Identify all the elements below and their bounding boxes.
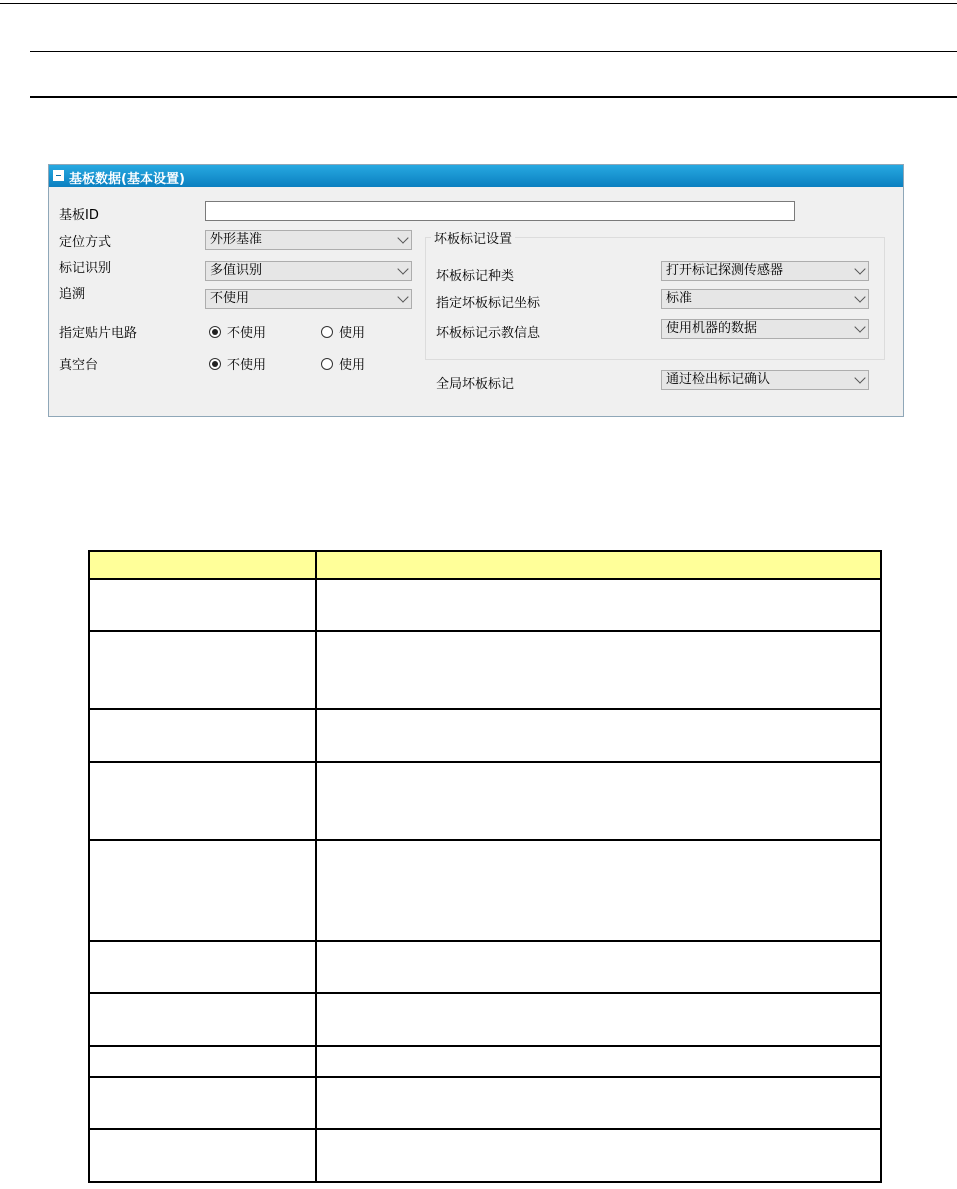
chevron-down-icon bbox=[854, 372, 865, 383]
board-data-panel bbox=[48, 164, 904, 417]
board-id-label: 基板ID bbox=[59, 208, 99, 223]
table-header-row bbox=[89, 551, 881, 579]
mark-recognition-value: 多值识别 bbox=[210, 263, 263, 278]
table-row bbox=[89, 840, 881, 941]
positioning-value: 外形基准 bbox=[210, 232, 263, 247]
table-cell bbox=[316, 579, 881, 631]
chevron-down-icon bbox=[854, 263, 865, 274]
header-rule bbox=[30, 51, 957, 52]
table-cell bbox=[89, 709, 316, 762]
table-cell bbox=[316, 1077, 881, 1129]
bad-mark-teach-value: 使用机器的数据 bbox=[666, 321, 758, 336]
radio-selected-icon bbox=[209, 326, 221, 338]
vacuum-table-unused-radio[interactable] bbox=[209, 354, 266, 373]
trace-value: 不使用 bbox=[210, 291, 250, 306]
placement-circuit-used-radio[interactable] bbox=[321, 322, 365, 341]
table-row bbox=[89, 1129, 881, 1182]
positioning-label: 定位方式 bbox=[59, 235, 112, 250]
trace-select[interactable] bbox=[205, 289, 412, 309]
table-header-cell bbox=[89, 551, 316, 579]
radio-unselected-icon bbox=[321, 358, 333, 370]
table-row bbox=[89, 1077, 881, 1129]
table-cell bbox=[316, 631, 881, 709]
vacuum-table-label: 真空台 bbox=[59, 358, 99, 373]
top-rule bbox=[0, 3, 957, 4]
table-cell bbox=[89, 631, 316, 709]
table-cell bbox=[316, 709, 881, 762]
table-cell bbox=[89, 993, 316, 1046]
table-cell bbox=[89, 762, 316, 840]
board-id-input[interactable] bbox=[205, 201, 795, 221]
table-header-cell bbox=[316, 551, 881, 579]
radio-label: 使用 bbox=[339, 358, 366, 373]
table-cell bbox=[89, 1046, 316, 1077]
panel-title: 基板数据(基本设置) bbox=[69, 172, 185, 187]
table-row bbox=[89, 941, 881, 993]
bad-mark-type-select[interactable] bbox=[661, 261, 869, 281]
bad-mark-group-title: 坏板标记设置 bbox=[431, 228, 515, 247]
table-row bbox=[89, 1046, 881, 1077]
placement-circuit-label: 指定贴片电路 bbox=[59, 326, 138, 341]
table-cell bbox=[316, 941, 881, 993]
radio-label: 不使用 bbox=[227, 358, 267, 373]
collapse-icon[interactable] bbox=[53, 170, 64, 181]
description-table bbox=[88, 550, 882, 1183]
radio-unselected-icon bbox=[321, 326, 333, 338]
radio-selected-icon bbox=[209, 358, 221, 370]
bad-mark-coord-label: 指定坏板标记坐标 bbox=[436, 296, 541, 311]
bad-mark-teach-label: 坏板标记示教信息 bbox=[436, 326, 541, 341]
mark-recognition-label: 标记识别 bbox=[59, 261, 112, 276]
chevron-down-icon bbox=[397, 263, 408, 274]
vacuum-table-used-radio[interactable] bbox=[321, 354, 365, 373]
placement-circuit-unused-radio[interactable] bbox=[209, 322, 266, 341]
bad-mark-coord-value: 标准 bbox=[666, 291, 693, 306]
table-row bbox=[89, 709, 881, 762]
table-cell bbox=[316, 993, 881, 1046]
header-rule-bold bbox=[30, 96, 957, 98]
table-row bbox=[89, 762, 881, 840]
radio-label: 使用 bbox=[339, 326, 366, 341]
panel-header bbox=[49, 165, 903, 187]
table-cell bbox=[89, 579, 316, 631]
global-bad-mark-value: 通过检出标记确认 bbox=[666, 372, 771, 387]
table-cell bbox=[89, 840, 316, 941]
table-cell bbox=[89, 941, 316, 993]
table-cell bbox=[89, 1077, 316, 1129]
chevron-down-icon bbox=[397, 232, 408, 243]
chevron-down-icon bbox=[854, 321, 865, 332]
table-cell bbox=[316, 762, 881, 840]
table-cell bbox=[316, 1046, 881, 1077]
table-body bbox=[89, 579, 881, 1182]
global-bad-mark-label: 全局坏板标记 bbox=[436, 377, 515, 392]
table-row bbox=[89, 631, 881, 709]
table-cell bbox=[89, 1129, 316, 1182]
chevron-down-icon bbox=[397, 291, 408, 302]
bad-mark-type-value: 打开标记探测传感器 bbox=[666, 263, 784, 278]
table-cell bbox=[316, 840, 881, 941]
radio-label: 不使用 bbox=[227, 326, 267, 341]
bad-mark-type-label: 坏板标记种类 bbox=[436, 269, 515, 284]
trace-label: 追溯 bbox=[59, 287, 86, 302]
table-cell bbox=[316, 1129, 881, 1182]
table-row bbox=[89, 993, 881, 1046]
table-row bbox=[89, 579, 881, 631]
bad-mark-teach-select[interactable] bbox=[661, 319, 869, 339]
bad-mark-coord-select[interactable] bbox=[661, 289, 869, 309]
chevron-down-icon bbox=[854, 291, 865, 302]
global-bad-mark-select[interactable] bbox=[661, 370, 869, 390]
positioning-select[interactable] bbox=[205, 230, 412, 250]
mark-recognition-select[interactable] bbox=[205, 261, 412, 281]
